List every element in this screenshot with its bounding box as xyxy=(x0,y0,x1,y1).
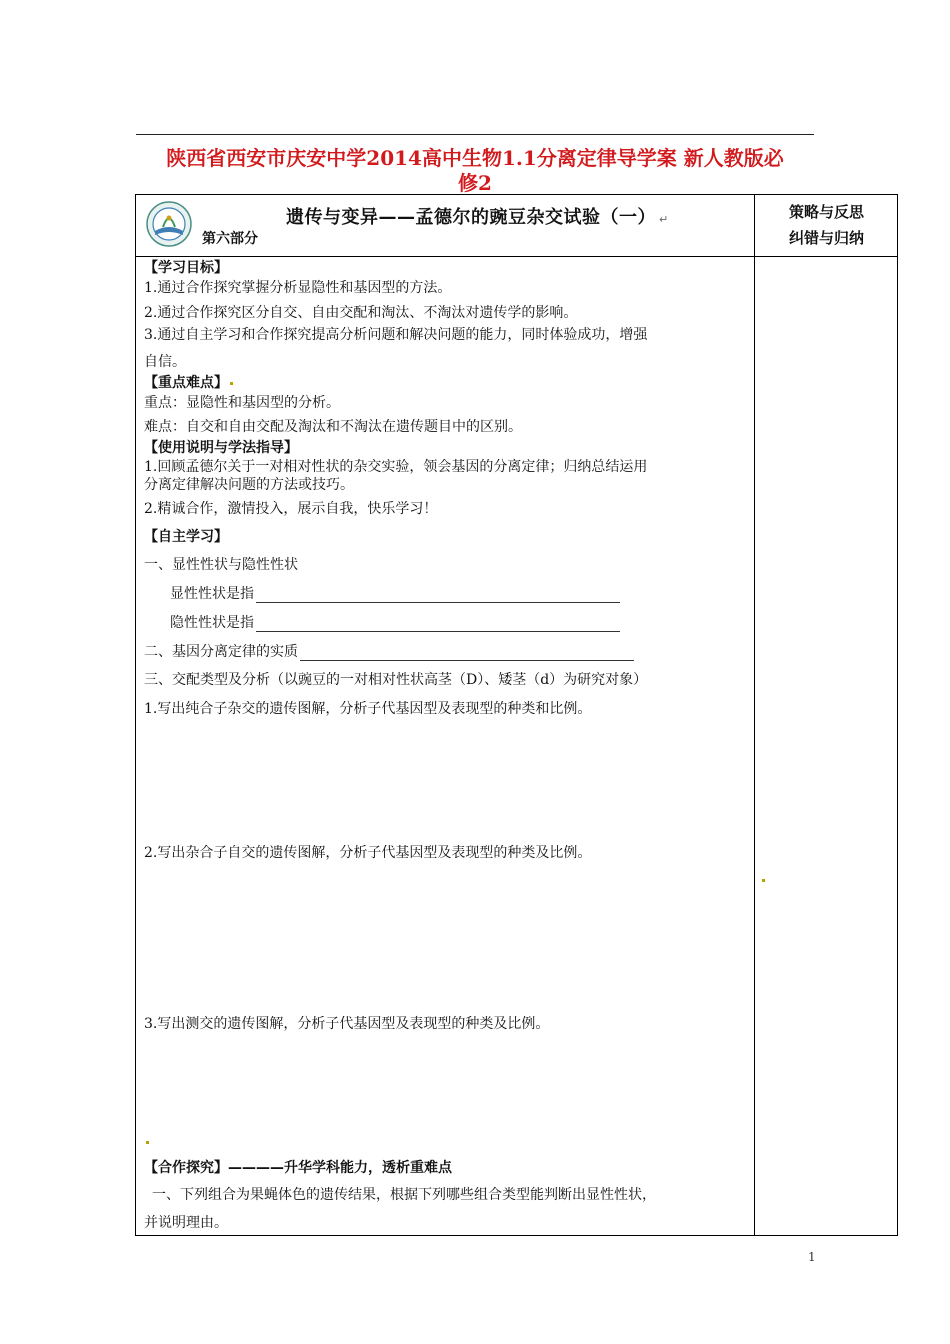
document-title-line-1: 陕西省西安市庆安中学2014高中生物1.1分离定律导学案 新人教版必 xyxy=(166,146,784,170)
mark-dot xyxy=(762,879,765,882)
school-logo-icon xyxy=(146,201,192,247)
answer-blank[interactable] xyxy=(256,617,620,632)
goal-item: 3.通过自主学习和合作探究提高分析问题和解决问题的能力，同时体验成功，增强 xyxy=(144,327,648,343)
usage-heading: 【使用说明与学法指导】 xyxy=(144,440,298,456)
header-divider xyxy=(136,256,897,257)
mark-dot xyxy=(146,1141,149,1144)
page-number: 1 xyxy=(808,1250,816,1264)
answer-blank[interactable] xyxy=(300,646,634,661)
worksheet-table xyxy=(135,194,898,1236)
task-1: 1.写出纯合子杂交的遗传图解，分析子代基因型及表现型的种类和比例。 xyxy=(144,701,592,717)
task-3: 3.写出测交的遗传图解，分析子代基因型及表现型的种类及比例。 xyxy=(144,1016,550,1032)
document-title xyxy=(130,146,820,196)
goal-item: 1.通过合作探究掌握分析显隐性和基因型的方法。 xyxy=(144,280,452,296)
side-column-header-line-2: 纠错与归纳 xyxy=(788,229,864,247)
top-rule xyxy=(136,134,814,135)
lesson-title: 遗传与变异——孟德尔的豌豆杂交试验（一） ↵ xyxy=(286,207,669,228)
question-2: 二、基因分离定律的实质 xyxy=(144,641,634,661)
question-1: 一、显性性状与隐性性状 xyxy=(144,557,298,573)
coop-line-1: 一、下列组合为果蝇体色的遗传结果，根据下列哪些组合类型能判断出显性性状， xyxy=(152,1187,656,1203)
self-study-heading: 【自主学习】 xyxy=(144,529,228,545)
lesson-part: 第六部分 xyxy=(202,231,258,247)
coop-line-2: 并说明理由。 xyxy=(144,1215,228,1231)
keypoint-item: 难点：自交和自由交配及淘汰和不淘汰在遗传题目中的区别。 xyxy=(144,419,522,435)
keypoints-heading: 【重点难点】 xyxy=(144,375,228,391)
answer-blank[interactable] xyxy=(256,588,620,603)
goal-item: 2.通过合作探究区分自交、自由交配和淘汰、不淘汰对遗传学的影响。 xyxy=(144,305,578,321)
task-2: 2.写出杂合子自交的遗传图解，分析子代基因型及表现型的种类及比例。 xyxy=(144,845,592,861)
column-divider xyxy=(754,195,755,1235)
side-column-header xyxy=(755,199,898,251)
question-1a: 显性性状是指 xyxy=(170,583,620,603)
goal-item: 自信。 xyxy=(144,354,186,370)
goals-heading: 【学习目标】 xyxy=(144,260,228,276)
usage-item: 分离定律解决问题的方法或技巧。 xyxy=(144,477,354,493)
question-3: 三、交配类型及分析（以豌豆的一对相对性状高茎（D）、矮茎（d）为研究对象） xyxy=(144,672,648,688)
mark-dot xyxy=(230,382,233,385)
question-1b: 隐性性状是指 xyxy=(170,612,620,632)
side-column-header-line-1: 策略与反思 xyxy=(788,203,864,221)
usage-item: 1.回顾孟德尔关于一对相对性状的杂交实验，领会基因的分离定律；归纳总结运用 xyxy=(144,459,648,475)
usage-item: 2.精诚合作，激情投入，展示自我，快乐学习！ xyxy=(144,501,438,517)
coop-heading: 【合作探究】————升华学科能力，透析重难点 xyxy=(144,1160,452,1176)
return-mark-icon: ↵ xyxy=(659,213,669,226)
document-title-line-2: 修2 xyxy=(458,171,492,195)
keypoint-item: 重点：显隐性和基因型的分析。 xyxy=(144,395,340,411)
